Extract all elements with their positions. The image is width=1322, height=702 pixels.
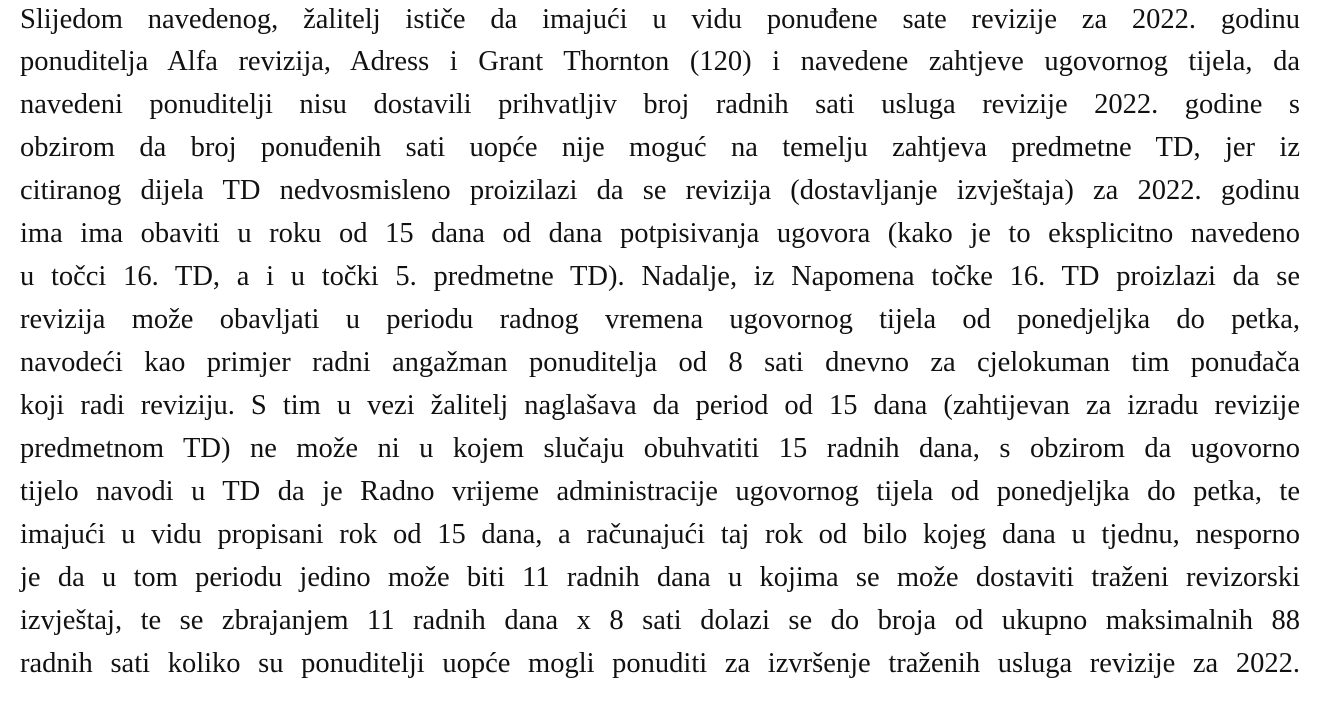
- text-line-2: ponuditelja Alfa revizija, Adress i Grant Thornton (120) i navedene zahtjeve ugovornog tijela, da: [20, 46, 1300, 77]
- text-line-10: koji radi reviziju. S tim u vezi žalitelj naglašava da period od 15 dana (zahtijevan za izradu revizije: [20, 390, 1300, 421]
- text-line-1: Slijedom navedenog, žalitelj ističe da imajući u vidu ponuđene sate revizije za 2022. godinu: [20, 4, 1300, 35]
- text-line-9: navodeći kao primjer radni angažman ponuditelja od 8 sati dnevno za cjelokuman tim ponuđača: [20, 347, 1300, 378]
- text-line-12: tijelo navodi u TD da je Radno vrijeme administracije ugovornog tijela od ponedjeljka do petka, te: [20, 476, 1300, 507]
- text-line-8: revizija može obavljati u periodu radnog vremena ugovornog tijela od ponedjeljka do petka,: [20, 304, 1300, 335]
- text-line-14: je da u tom periodu jedino može biti 11 radnih dana u kojima se može dostaviti traženi revizorski: [20, 562, 1300, 593]
- text-line-6: ima ima obaviti u roku od 15 dana od dana potpisivanja ugovora (kako je to eksplicitno navedeno: [20, 218, 1300, 249]
- text-line-4: obzirom da broj ponuđenih sati uopće nije moguć na temelju zahtjeva predmetne TD, jer iz: [20, 132, 1300, 163]
- text-line-7: u točci 16. TD, a i u točki 5. predmetne TD). Nadalje, iz Napomena točke 16. TD proizlazi da se: [20, 261, 1300, 292]
- text-line-5: citiranog dijela TD nedvosmisleno proizilazi da se revizija (dostavljanje izvještaja) za 2022. godinu: [20, 175, 1300, 206]
- text-line-15: izvještaj, te se zbrajanjem 11 radnih dana x 8 sati dolazi se do broja od ukupno maksimalnih 88: [20, 605, 1300, 636]
- text-line-11: predmetnom TD) ne može ni u kojem slučaju obuhvatiti 15 radnih dana, s obzirom da ugovorno: [20, 433, 1300, 464]
- text-line-3: navedeni ponuditelji nisu dostavili prihvatljiv broj radnih sati usluga revizije 2022. godine s: [20, 89, 1300, 120]
- text-line-13: imajući u vidu propisani rok od 15 dana, a računajući taj rok od bilo kojeg dana u tjednu, nesporno: [20, 519, 1300, 550]
- text-line-16: radnih sati koliko su ponuditelji uopće mogli ponuditi za izvršenje traženih usluga revizije za 2022.: [20, 648, 1300, 679]
